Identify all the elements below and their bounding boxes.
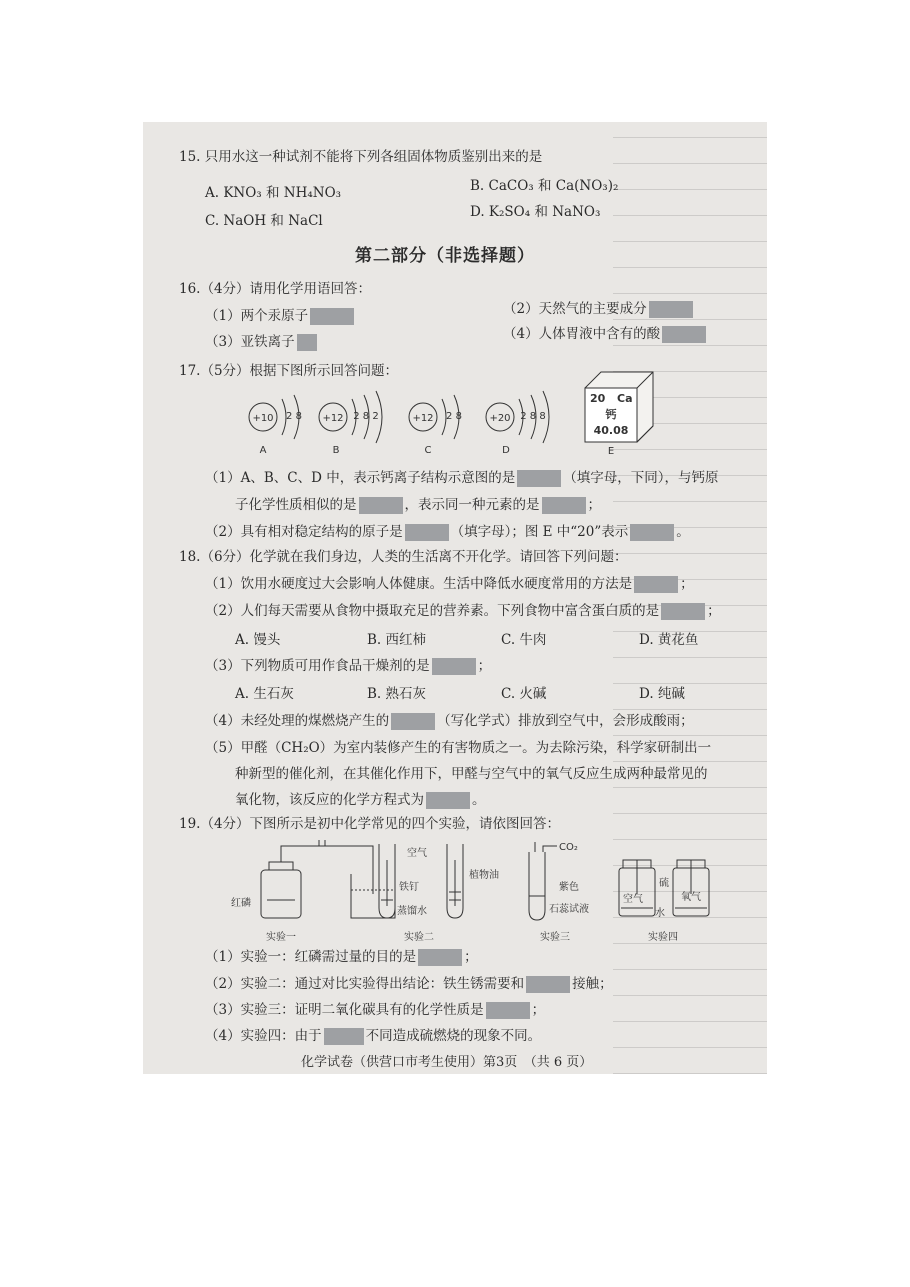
- q16-item-2: （2）天然气的主要成分: [503, 300, 695, 318]
- q18-sub-2: （2）人们每天需要从食物中摄取充足的营养素。下列食物中富含蛋白质的是 ；: [205, 603, 721, 619]
- label-experiment-2: 实验二: [404, 932, 434, 943]
- label-oxygen: 氧气: [681, 892, 701, 903]
- q18-sub-3-option-a: A. 生石灰: [235, 686, 294, 702]
- label-air: 空气: [407, 848, 427, 859]
- answer-blank[interactable]: [432, 658, 476, 675]
- answer-blank[interactable]: [359, 497, 403, 514]
- label-purple: 紫色: [559, 882, 579, 893]
- atom-a-label: A: [259, 445, 267, 456]
- answer-blank[interactable]: [405, 524, 449, 541]
- label-experiment-3: 实验三: [540, 932, 570, 943]
- answer-blank[interactable]: [486, 1002, 530, 1019]
- answer-blank[interactable]: [649, 301, 693, 318]
- answer-blank[interactable]: [426, 792, 470, 809]
- q19-sub-2: （2）实验二：通过对比实验得出结论：铁生锈需要和 接触；: [205, 976, 613, 992]
- q18-sub-1: （1）饮用水硬度过大会影响人体健康。生活中降低水硬度常用的方法是 ；: [205, 576, 694, 592]
- label-plant-oil: 植物油: [469, 870, 499, 881]
- atom-b-label: B: [332, 445, 340, 456]
- experiment-1-apparatus: [261, 840, 395, 918]
- element-card-e: [581, 368, 661, 456]
- q19-sub-4: （4）实验四：由于 不同造成硫燃烧的现象不同。: [205, 1028, 542, 1044]
- exam-page: [143, 122, 767, 1074]
- q17-line3: （2）具有相对稳定结构的原子是 （填字母）；图 E 中“20”表示 。: [205, 524, 690, 540]
- label-distilled-water: 蒸馏水: [397, 906, 427, 917]
- element-card-label: E: [607, 446, 615, 456]
- atom-c-shells: 2 8: [446, 411, 462, 422]
- q18-sub-5-line2: 种新型的催化剂，在其催化作用下，甲醛与空气中的氧气反应生成两种最常见的: [235, 766, 708, 782]
- q18-sub-2-option-b: B. 西红柿: [367, 632, 427, 648]
- q18-sub-4: （4）未经处理的煤燃烧产生的 （写化学式）排放到空气中，会形成酸雨；: [205, 713, 694, 729]
- q18-sub-2-option-c: C. 牛肉: [501, 632, 547, 648]
- answer-blank[interactable]: [630, 524, 674, 541]
- atom-d-label: D: [502, 445, 510, 456]
- q15-option-d: D. K₂SO₄ 和 NaNO₃: [470, 204, 601, 220]
- q18-sub-3-option-b: B. 熟石灰: [367, 686, 427, 702]
- atom-a-shells: 2 8: [286, 411, 302, 422]
- q19-sub-1: （1）实验一：红磷需过量的目的是 ；: [205, 949, 478, 965]
- answer-blank[interactable]: [661, 603, 705, 620]
- q16-item-3: （3）亚铁离子: [205, 333, 319, 351]
- label-experiment-1: 实验一: [266, 932, 296, 943]
- answer-blank[interactable]: [391, 713, 435, 730]
- four-experiments-figure: [223, 838, 723, 946]
- part2-title: 第二部分（非选择题）: [355, 246, 535, 266]
- atom-a-nucleus: +10: [252, 413, 274, 424]
- q15-stem: 15. 只用水这一种试剂不能将下列各组固体物质鉴别出来的是: [179, 149, 543, 165]
- label-co2: CO₂: [559, 842, 578, 853]
- q18-sub-5-line1: （5）甲醛（CH₂O）为室内装修产生的有害物质之一。为去除污染，科学家研制出一: [205, 740, 712, 756]
- q17-line1: （1）A、B、C、D 中，表示钙离子结构示意图的是 （填字母，下同），与钙原: [205, 470, 719, 486]
- q18-stem: 18.（6分）化学就在我们身边，人类的生活离不开化学。请回答下列问题：: [179, 549, 628, 565]
- q18-sub-3: （3）下列物质可用作食品干燥剂的是 ；: [205, 658, 492, 674]
- q17-stem: 17.（5分）根据下图所示回答问题：: [179, 363, 399, 379]
- q15-option-b: B. CaCO₃ 和 Ca(NO₃)₂: [470, 178, 619, 194]
- label-litmus: 石蕊试液: [549, 904, 589, 915]
- q18-sub-3-option-d: D. 纯碱: [639, 686, 685, 702]
- atom-c-label: C: [424, 445, 432, 456]
- q15-option-a: A. KNO₃ 和 NH₄NO₃: [205, 185, 342, 201]
- label-iron-nail: 铁钉: [399, 882, 419, 893]
- q16-stem: 16.（4分）请用化学用语回答：: [179, 281, 372, 297]
- q16-item-1: （1）两个汞原子: [205, 307, 356, 325]
- q19-stem: 19.（4分）下图所示是初中化学常见的四个实验，请依图回答：: [179, 816, 561, 832]
- element-mass: 40.08: [593, 424, 629, 437]
- q19-sub-3: （3）实验三：证明二氧化碳具有的化学性质是 ；: [205, 1002, 546, 1018]
- atom-c-nucleus: +12: [412, 413, 434, 424]
- answer-blank[interactable]: [418, 949, 462, 966]
- label-air-4: 空气: [623, 894, 643, 905]
- element-number: 20: [590, 392, 606, 405]
- page-footer: 化学试卷（供营口市考生使用）第3页 （共 6 页）: [301, 1055, 593, 1070]
- q17-line2: 子化学性质相似的是 ，表示同一种元素的是 ；: [235, 497, 601, 513]
- q18-sub-5-line3: 氧化物，该反应的化学方程式为 。: [235, 792, 486, 808]
- q18-sub-2-option-d: D. 黄花鱼: [639, 632, 699, 648]
- answer-blank[interactable]: [297, 334, 317, 351]
- atom-b-shells: 2 8 2: [353, 411, 379, 422]
- label-sulfur: 硫: [659, 878, 669, 889]
- q18-sub-3-option-c: C. 火碱: [501, 686, 547, 702]
- label-water-4: 水: [655, 908, 665, 919]
- atom-b-nucleus: +12: [322, 413, 344, 424]
- answer-blank[interactable]: [634, 576, 678, 593]
- answer-blank[interactable]: [517, 470, 561, 487]
- answer-blank[interactable]: [526, 976, 570, 993]
- answer-blank[interactable]: [324, 1028, 364, 1045]
- answer-blank[interactable]: [542, 497, 586, 514]
- label-red-phosphorus: 红磷: [231, 898, 251, 909]
- q16-item-4: （4）人体胃液中含有的酸: [503, 325, 708, 343]
- label-experiment-4: 实验四: [648, 932, 678, 943]
- atom-d-nucleus: +20: [489, 413, 511, 424]
- element-symbol: Ca: [617, 392, 633, 405]
- answer-blank[interactable]: [310, 308, 354, 325]
- atom-d-shells: 2 8 8: [520, 411, 546, 422]
- q15-option-c: C. NaOH 和 NaCl: [205, 213, 323, 229]
- element-name: 钙: [605, 408, 617, 421]
- answer-blank[interactable]: [662, 326, 706, 343]
- q18-sub-2-option-a: A. 馒头: [235, 632, 281, 648]
